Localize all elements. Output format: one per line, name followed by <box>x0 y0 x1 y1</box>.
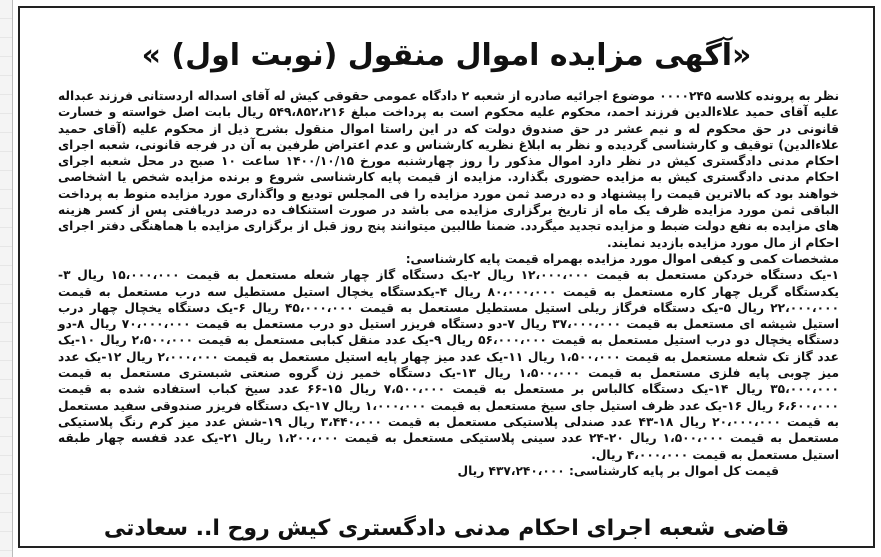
judge-signature: قاضی شعبه اجرای احکام مدنی دادگستری کیش روح ا.. سعادتی <box>103 516 790 541</box>
notice-frame <box>18 6 875 548</box>
total-price: قیمت کل اموال بر پایه کارشناسی: ۴۳۷،۲۴۰،۰۰۰ ریال <box>457 463 779 478</box>
items-list: ۱-یک دستگاه خردکن مستعمل به قیمت ۱۲،۰۰۰،۰۰۰ ریال ۲-یک دستگاه گاز چهار شعله مستعمل به قیمت ۱۵،۰۰۰،۰۰۰ ریال ۳-یکدستگاه گریل چهار کاره مستعمل به قیمت ۸۰،۰۰۰،۰۰۰ ریال ۴-یکدستگاه یخچال استیل مستطیل سه درب مستعمل به قیمت ۲۲،۰۰۰،۰۰۰ ریال ۵-یک دستگاه فرگاز ریلی استیل مستطیل مستعمل به قیمت ۴۵،۰۰۰،۰۰۰ ریال ۶-یک دستگاه یخچال چهار درب استیل شیشه ای مستعمل به قیمت ۳۷،۰۰۰،۰۰۰ ریال ۷-دو دستگاه فریزر استیل دو درب مستعمل به قیمت ۷۰،۰۰۰،۰۰۰ ریال ۸-دو دستگاه یخچال دو درب استیل مستعمل به قیمت ۵۶،۰۰۰،۰۰۰ ریال ۹-یک عدد منقل کبابی مستعمل به قیمت ۲،۵۰۰،۰۰۰ ریال ۱۰-یک عدد گاز تک شعله مستعمل به قیمت ۱،۵۰۰،۰۰۰ ریال ۱۱-یک عدد میز چهار پایه استیل مستعمل به قیمت ۲،۰۰۰،۰۰۰ ریال ۱۲-یک عدد میز چوبی پایه فلزی مستعمل به قیمت ۱،۵۰۰،۰۰۰ ریال ۱۳-یک دستگاه خمیر زن گروه صنعتی شبستری مستعمل به قیمت ۳۵،۰۰۰،۰۰۰ ریال ۱۴-یک دستگاه کالباس بر مستعمل به قیمت ۷،۵۰۰،۰۰۰ ریال ۱۵-۶۶ عدد سیخ کباب استفاده شده به قیمت ۶،۶۰۰،۰۰۰ ریال ۱۶-یک عدد ظرف استیل جای سیخ مستعمل به قیمت ۱،۰۰۰،۰۰۰ ریال ۱۷-یک دستگاه فریزر صندوقی سفید مستعمل به قیمت ۲۰،۰۰۰،۰۰۰ ریال ۱۸-۴۳ عدد صندلی پلاستیکی مستعمل به قیمت ۳،۴۴۰،۰۰۰ ریال ۱۹-شش عدد میز کرم رنگ پلاستیکی مستعمل به قیمت ۱،۵۰۰،۰۰۰ ریال ۲۰-۲۴ عدد سینی پلاستیکی مستعمل به قیمت ۱،۲۰۰،۰۰۰ ریال ۲۱-یک عدد قفسه چهار طبقه استیل مستعمل به قیمت ۴،۰۰۰،۰۰۰ ریال. <box>58 268 840 462</box>
page-edge-strip <box>0 0 13 557</box>
notice-content <box>58 88 839 479</box>
specs-heading: مشخصات کمی و کیفی اموال مورد مزایده بهمراه قیمت پایه کارشناسی: <box>405 251 839 266</box>
notice-title: «آگهی مزایده اموال منقول (نوبت اول) » <box>141 38 752 73</box>
notice-body: نظر به پرونده کلاسه ۰۰۰۰۲۴۵ موضوع اجرائیه صادره از شعبه ۲ دادگاه عمومی حقوقی کیش له آقای اسداله اردستانی فرزند عبداله علیه آقای حمید علاءالدین فرزند احمد، محکوم علیه محکوم است به پرداخت مبلغ ۵۴۹،۸۵۲،۲۱۶ ریال بابت اصل خواسته و خسارت قانونی در حق محکوم له و نیم عشر در حق صندوق دولت که در این راستا اموال منقول بشرح ذیل از محکوم علیه (آقای حمید علاءالدین) توقیف و کارشناسی گردیده و نظر به ابلاغ نظریه کارشناس و عدم اعتراض طرفین به آن در فرجه قانونی، شعبه اجرای احکام مدنی دادگستری کیش در نظر دارد اموال مذکور را روز چهارشنبه مورخ ۱۴۰۰/۱۰/۱۵ ساعت ۱۰ صبح در محل شعبه اجرای احکام مدنی دادگستری کیش به مزایده حضوری بگذارد. مزایده از قیمت پایه کارشناسی شروع و برنده مزایده شخص یا اشخاصی خواهند بود که بالاترین قیمت را پیشنهاد و ده درصد ثمن مورد مزایده را فی المجلس تودیع و واگذاری مورد مزایده منوط به پرداخت الباقی ثمن مورد مزایده ظرف یک ماه از تاریخ برگزاری مزایده می باشد در صورت استنکاف ده درصد دریافتی پس از کسر هزینه های مزایده به نفع دولت ضبط و مزایده تجدید میگردد. ضمنا طالبین میتوانند پنج روز قبل از برگزاری مزایده با هماهنگی دفتر اجرای احکام از مال مورد مزایده بازدید نمایند. <box>58 89 840 250</box>
